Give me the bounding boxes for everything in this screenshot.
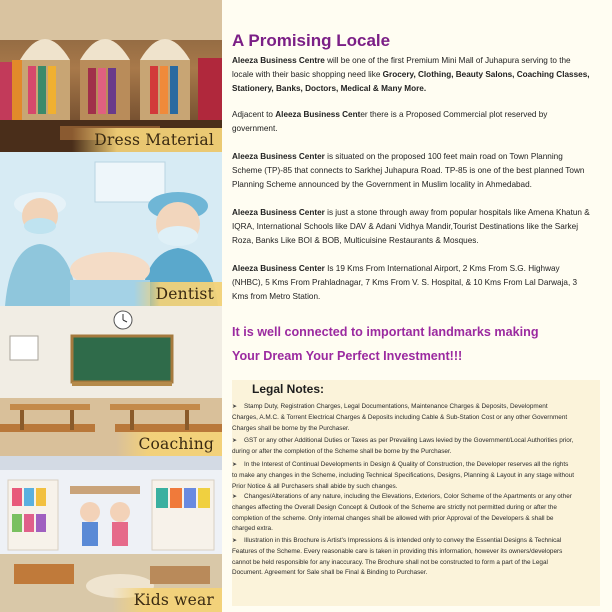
- arrow-bullet-icon: ➤: [232, 462, 238, 468]
- legal-note-text: Stamp Duty, Registration Charges, Legal Documentations, Maintenance Charges & Deposits, Development Charges, A.M.C. & Torrent Electrical Charges & Deposits including Cable & Sub-Station Cost or any other Government Charges shall be borne by the Purchaser.: [232, 403, 568, 432]
- paragraph-text: is situated on the proposed 100 feet main road on Town Planning Scheme (TP)-85 that connects to Sarkhej Juhapura Road. TP-85 is one of the best planned Town Planning Scheme announced by the Government in Muslim locality in Ahmedabad.: [232, 152, 585, 189]
- tagline-line-1: It is well connected to important landmarks making: [232, 325, 539, 339]
- arrow-bullet-icon: ➤: [232, 494, 238, 500]
- legal-note-item: [232, 436, 574, 458]
- paragraph-text: Is 19 Kms From International Airport, 2 Kms From S.G. Highway (NHBC), 5 Kms From Prahladnagar, 7 Kms From V. S. Hospital, & 10 Kms From Lal Darwaja, 3 Kms from Metro Station.: [232, 264, 578, 301]
- business-name: Aleeza Business Center: [232, 264, 325, 273]
- paragraph-adjacent: [232, 108, 592, 136]
- business-name: Aleeza Business Center: [232, 208, 325, 217]
- paragraph-text: Adjacent to: [232, 110, 276, 119]
- panel-caption-dress-material: Dress Material: [72, 128, 222, 152]
- legal-notes-title: Legal Notes:: [252, 382, 325, 396]
- legal-notes-box: [232, 380, 600, 606]
- dress-material-photo: [0, 0, 222, 152]
- business-name: Aleeza Business Center: [232, 152, 325, 161]
- service-list: Grocery, Clothing, Beauty Salons, Coaching Classes, Stationery, Banks, Doctors, Medical & Many More.: [232, 70, 590, 93]
- panel-caption-coaching: Coaching: [116, 432, 222, 456]
- tagline-line-2: Your Dream Your Perfect Investment!!!: [232, 349, 463, 363]
- business-name: Aleeza Business Cent: [275, 110, 361, 119]
- legal-note-item: [232, 536, 574, 579]
- panel-caption-kids-wear: Kids wear: [112, 588, 222, 612]
- paragraph-nearby: [232, 206, 592, 248]
- legal-note-item: [232, 492, 574, 535]
- content-column: [222, 0, 612, 612]
- legal-note-text: GST or any other Additional Duties or Taxes as per Prevailing Laws levied by the Government/Local Authorities prior, during or after the completion of the Scheme shall be borne by the Purchaser.: [232, 437, 574, 455]
- coaching-photo: [0, 306, 222, 456]
- legal-note-item: [232, 460, 574, 492]
- page-title: A Promising Locale: [232, 31, 391, 50]
- legal-note-text: In the Interest of Continual Developments in Design & Quality of Construction, the Developer reserves all the rights to make any changes in the Scheme, including Technical Specifications, Designs, Planning & Layout in any stage without Prior Notice & all Purchasers shall abide by such changes.: [232, 461, 574, 490]
- paragraph-distances: [232, 262, 592, 304]
- paragraph-location: [232, 150, 592, 192]
- arrow-bullet-icon: ➤: [232, 438, 238, 444]
- photo-column: [0, 0, 222, 612]
- arrow-bullet-icon: ➤: [232, 538, 238, 544]
- kids-wear-photo: [0, 456, 222, 612]
- business-name: Aleeza Business Centre: [232, 56, 325, 65]
- arrow-bullet-icon: ➤: [232, 404, 238, 410]
- legal-note-text: Changes/Alterations of any nature, including the Elevations, Exteriors, Color Scheme of the Apartments or any other changes affecting the Overall Design Concept & Outlook of the Scheme are strictly not permitted during or after the completion of the scheme. Only internal changes shall be allowed with prior Approval of the Developers & shall be charged extra.: [232, 493, 572, 533]
- dentist-photo: [0, 152, 222, 306]
- paragraph-text: is just a stone through away from popular hospitals like Amena Khatun & IQRA, International Schools like DAV & Adani Vidhya Mandir,Tourist Destinations like the Sarkej Roza, Banks Like BOI & BOB, Multicuisine Restaurants & Mosques.: [232, 208, 590, 245]
- paragraph-text: will be one of the first Premium Mini Mall of Juhapura serving to the locale with their basic shopping need like: [232, 56, 571, 79]
- paragraph-intro: [232, 54, 592, 96]
- panel-caption-dentist: Dentist: [134, 282, 222, 306]
- legal-note-text: Illustration in this Brochure is Artist's Impressions & is intended only to convey the Essential Designs & Technical Features of the Scheme. Every reasonable care is taken in providing this information, however its owners/developers cannot be held responsible for any inaccuracy. The Brochure shall not be constructed to form a part of the Legal Document. Agreement for Sale shall be Final & Binding to Purchaser.: [232, 537, 563, 577]
- paragraph-text: er there is a Proposed Commercial plot reserved by government.: [232, 110, 548, 133]
- legal-note-item: [232, 402, 574, 434]
